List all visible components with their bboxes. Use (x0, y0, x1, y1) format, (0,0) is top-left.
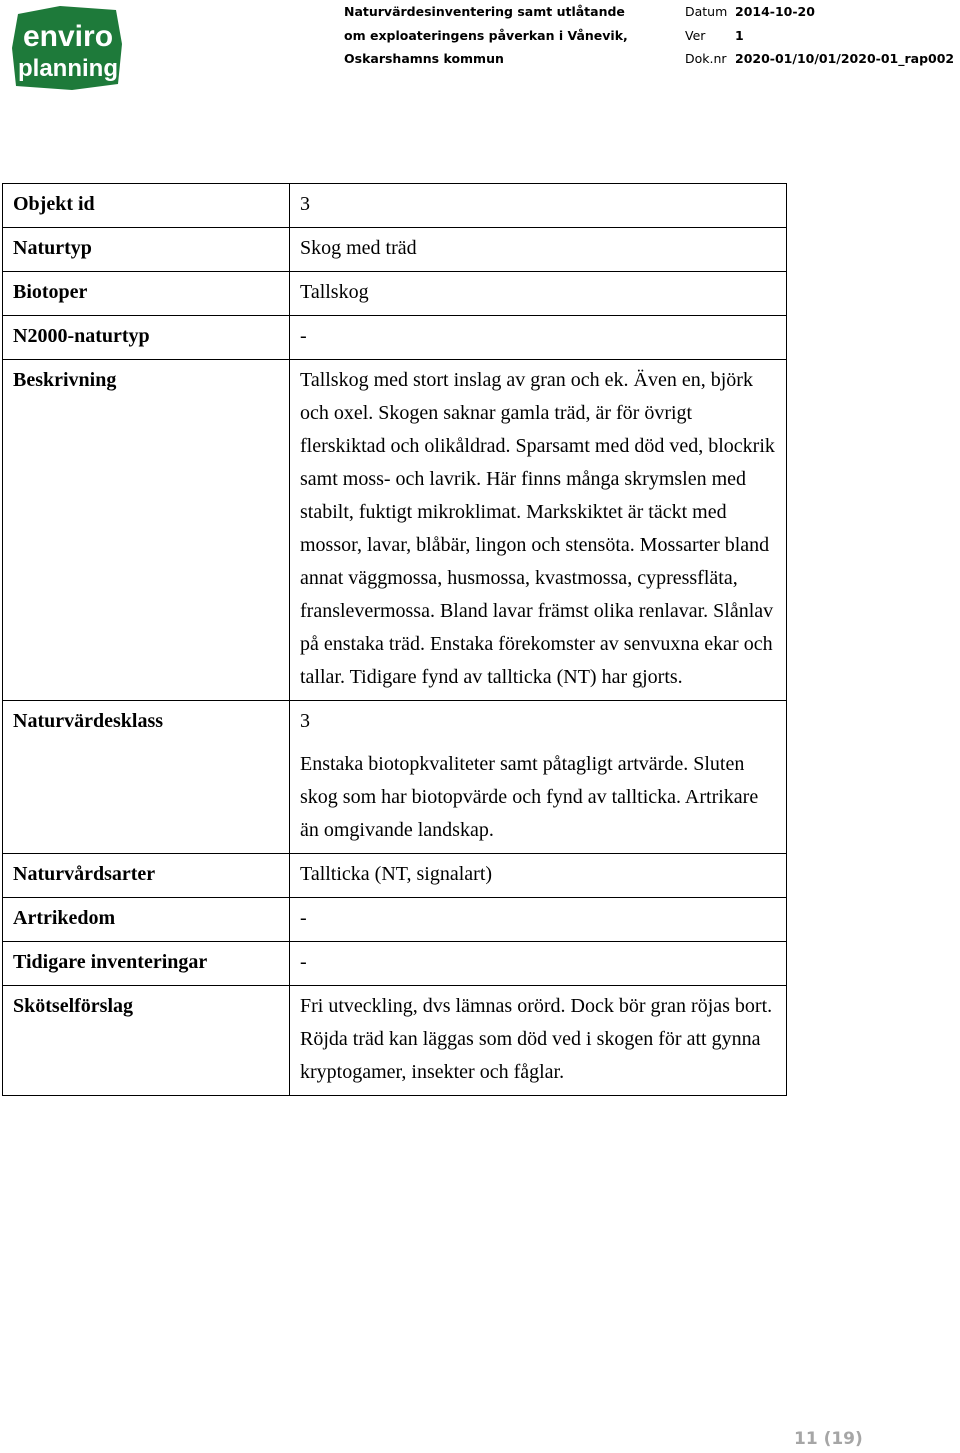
row-value: 3 (290, 184, 787, 228)
row-value: - (290, 942, 787, 986)
meta-value: 2020-01/10/01/2020-01_rap002 (735, 51, 955, 66)
row-value: - (290, 316, 787, 360)
table-row (3, 898, 787, 942)
page-number: 11 (19) (794, 1429, 863, 1449)
title-line-1: Naturvärdesinventering samt utlåtande (344, 4, 625, 19)
title-line-3: Oskarshamns kommun (344, 51, 504, 66)
meta-label: Datum (685, 4, 728, 19)
row-value: Tallskog (290, 272, 787, 316)
table-row (3, 316, 787, 360)
row-value: 3 (290, 701, 787, 745)
row-value: Tallticka (NT, signalart) (290, 854, 787, 898)
row-key (3, 744, 290, 854)
meta-label: Dok.nr (685, 51, 727, 66)
row-value: Enstaka biotopkvaliteter samt påtagligt artvärde. Sluten skog som har biotopvärde och fynd av tallticka. Artrikare än omgivande landskap. (290, 744, 787, 854)
document-meta (685, 0, 954, 71)
meta-value: 2014-10-20 (735, 4, 815, 19)
table-row (3, 360, 787, 701)
logo-text-line1: enviro (22, 20, 114, 53)
row-key: Objekt id (3, 184, 290, 228)
row-key: Naturvärdesklass (3, 701, 290, 745)
row-key: Naturvårdsarter (3, 854, 290, 898)
row-key: N2000-naturtyp (3, 316, 290, 360)
meta-version (685, 24, 954, 48)
table-row (3, 228, 787, 272)
table-row (3, 986, 787, 1096)
meta-date (685, 0, 954, 24)
row-value: - (290, 898, 787, 942)
object-info-table (2, 183, 787, 1096)
meta-docnr (685, 47, 954, 71)
row-key: Artrikedom (3, 898, 290, 942)
table-row (3, 854, 787, 898)
row-value: Tallskog med stort inslag av gran och ek. Även en, björk och oxel. Skogen saknar gamla träd, är för övrigt flerskiktad och olikåldrad. Sparsamt med död ved, blockrik samt moss- och lavrik. Här finns många skrymslen med stabilt, fuktigt mikroklimat. Markskiktet är täckt med mossor, lavar, blåbär, lingon och stensöta. Mossarter bland annat väggmossa, husmossa, kvastmossa, cypressfläta, franslevermossa. Bland lavar främst olika renlavar. Slånlav på enstaka träd. Enstaka förekomster av senvuxna ekar och tallar. Tidigare fynd av tallticka (NT) har gjorts. (290, 360, 787, 701)
row-key: Biotoper (3, 272, 290, 316)
row-key: Tidigare inventeringar (3, 942, 290, 986)
logo-text-line2: planning (18, 55, 118, 82)
table-row (3, 744, 787, 854)
meta-value: 1 (735, 27, 744, 43)
row-key: Naturtyp (3, 228, 290, 272)
row-value: Skog med träd (290, 228, 787, 272)
enviroplanning-logo (12, 4, 124, 90)
row-value: Fri utveckling, dvs lämnas orörd. Dock bör gran röjas bort. Röjda träd kan läggas som död ved i skogen för att gynna kryptogamer, insekter och fåglar. (290, 986, 787, 1096)
row-key: Beskrivning (3, 360, 290, 701)
table-row (3, 184, 787, 228)
table-row (3, 701, 787, 745)
table-row (3, 272, 787, 316)
meta-label: Ver (685, 27, 706, 43)
document-title (344, 0, 628, 71)
title-line-2: om exploateringens påverkan i Vånevik, (344, 27, 628, 43)
table-row (3, 942, 787, 986)
row-key: Skötselförslag (3, 986, 290, 1096)
